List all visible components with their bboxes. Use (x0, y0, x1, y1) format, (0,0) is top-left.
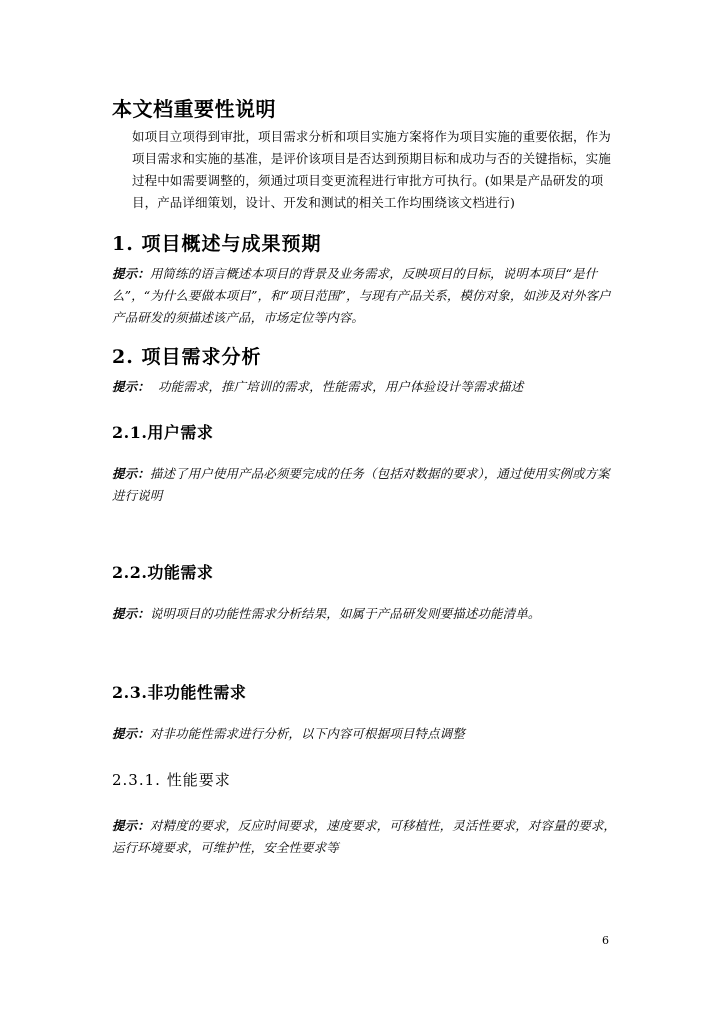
hint-text: 说明项目的功能性需求分析结果，如属于产品研发则要描述功能清单。 (149, 606, 541, 621)
hint-text: 对精度的要求，反应时间要求，速度要求，可移植性，灵活性要求，对容量的要求，运行环境要求，可维护性，安全性要求等 (112, 818, 617, 855)
section-2-1-heading: 2.1.用户需求 (112, 423, 214, 442)
section-2-3-heading: 2.3.非功能性需求 (112, 683, 247, 702)
hint-text: 描述了用户使用产品必须要完成的任务（包括对数据的要求），通过使用实例或方案进行说明 (112, 466, 610, 503)
hint-text: 对非功能性需求进行分析，以下内容可根据项目特点调整 (149, 726, 465, 741)
section-2-1-hint (112, 463, 622, 507)
section-1-heading: 1. 项目概述与成果预期 (112, 233, 322, 255)
hint-text: 功能需求，推广培训的需求，性能需求，用户体验设计等需求描述 (149, 379, 524, 394)
hint-label: 提示： (112, 466, 150, 481)
importance-heading: 本文档重要性说明 (112, 97, 276, 121)
section-2-3-1-heading: 2.3.1. 性能要求 (112, 771, 231, 789)
section-2-heading: 2. 项目需求分析 (112, 346, 262, 368)
hint-label: 提示： (112, 266, 150, 281)
hint-label: 提示： (112, 379, 150, 394)
section-1-hint (112, 263, 622, 329)
hint-label: 提示： (112, 606, 150, 621)
section-2-3-hint (112, 723, 622, 745)
section-2-2-hint (112, 603, 622, 625)
hint-label: 提示： (112, 818, 150, 833)
section-2-2-heading: 2.2.功能需求 (112, 563, 214, 582)
hint-text: 用简练的语言概述本项目的背景及业务需求，反映项目的目标，说明本项目“是什么”，“为什么要做本项目”，和“项目范围”，与现有产品关系，模仿对象，如涉及对外客户产品研发的须描述该产品，市场定位等内容。 (112, 266, 611, 325)
section-2-3-1-hint (112, 815, 622, 859)
section-2-hint (112, 376, 622, 398)
importance-paragraph: 如项目立项得到审批，项目需求分析和项目实施方案将作为项目实施的重要依据，作为项目需求和实施的基准，是评价该项目是否达到预期目标和成功与否的关键指标，实施过程中如需要调整的，须通过项目变更流程进行审批方可执行。(如果是产品研发的项目，产品详细策划，设计、开发和测试的相关工作均围绕该文档进行) (132, 129, 611, 210)
page-number: 6 (602, 934, 609, 947)
hint-label: 提示： (112, 726, 150, 741)
